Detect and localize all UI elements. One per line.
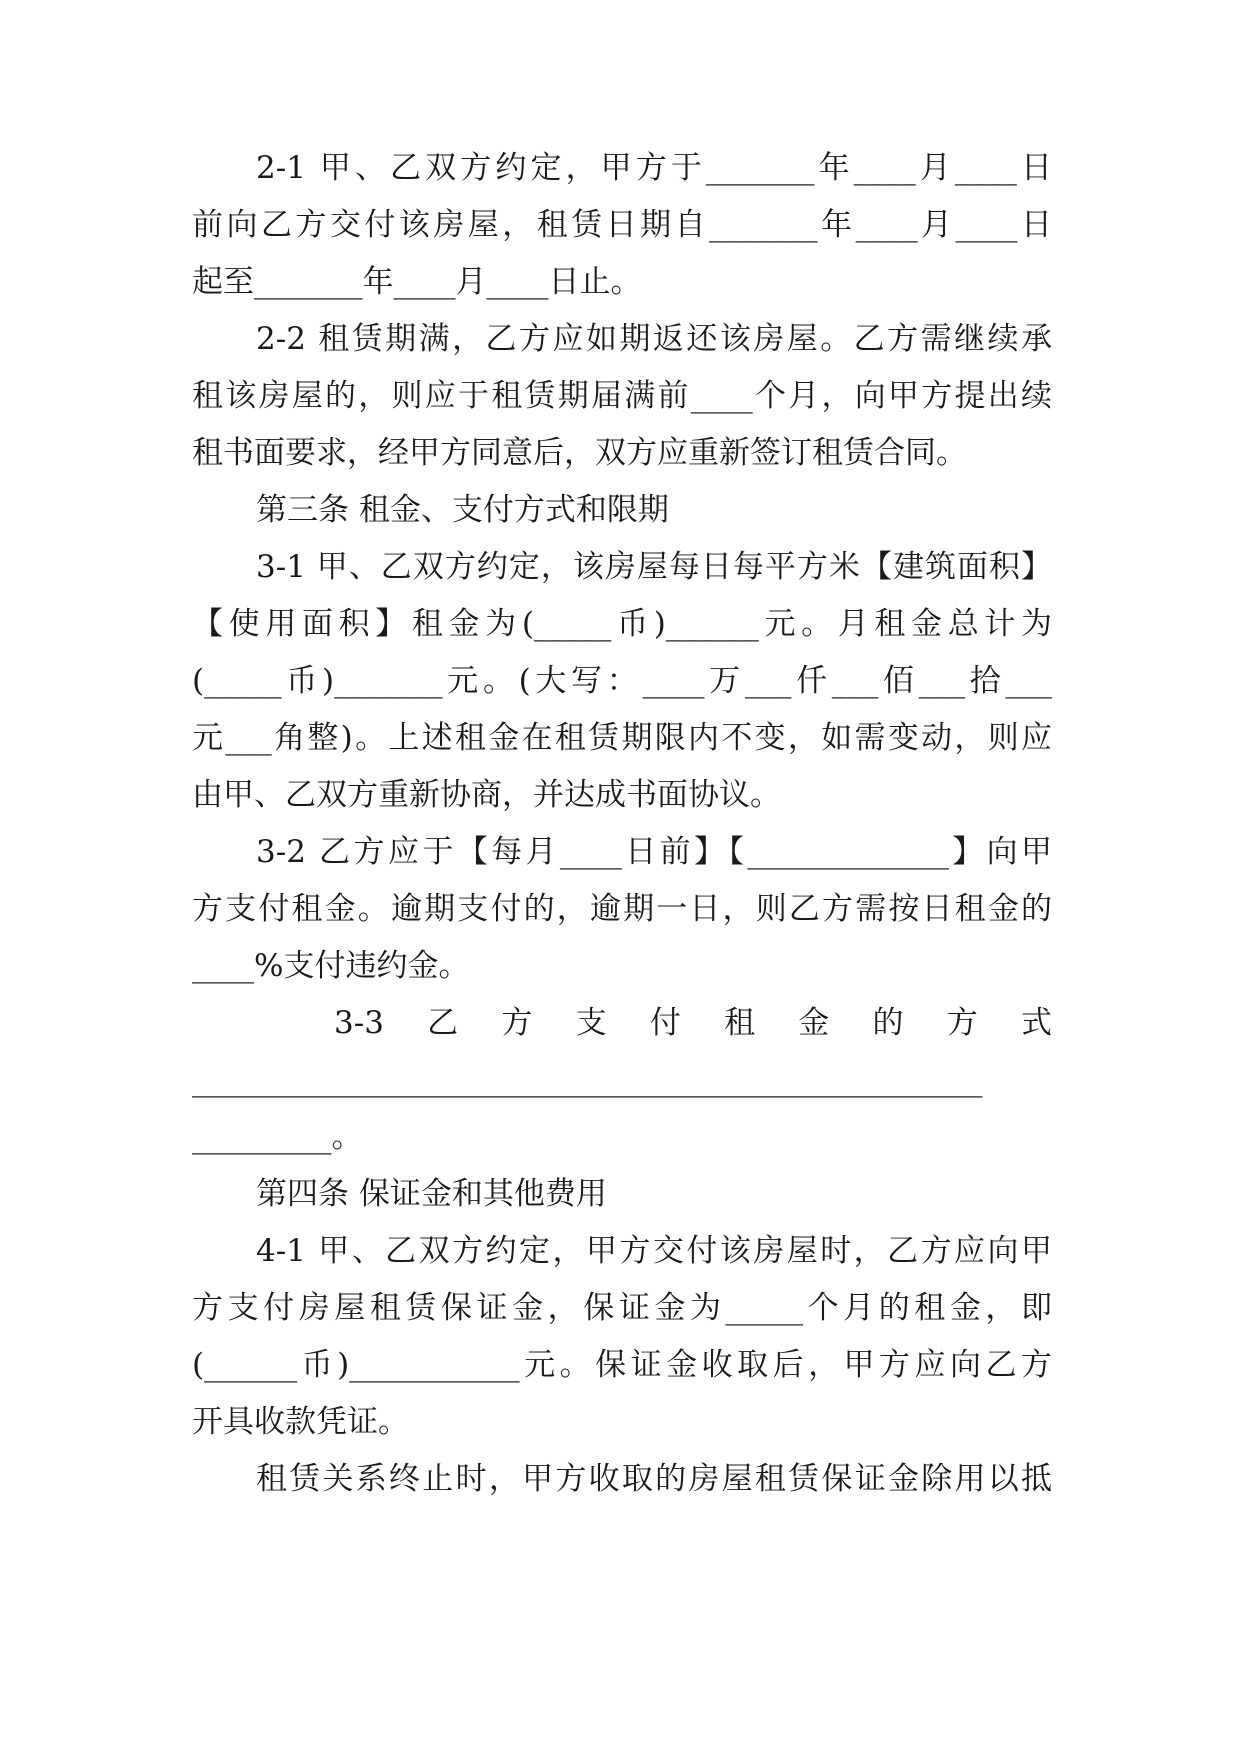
clause-2-2-line-2: 租该房屋的，则应于租赁期届满前____个月，向甲方提出续: [192, 378, 1052, 414]
clause-3-3-line-2: ___________________________________________________: [192, 1062, 983, 1098]
clause-2-2-line-3: 租书面要求，经甲方同意后，双方应重新签订租赁合同。: [192, 435, 967, 471]
clause-2-1-line-1: 2-1 甲、乙双方约定，甲方于_______年____月____日: [256, 150, 1052, 186]
clause-3-3-line-3: _________。: [192, 1119, 363, 1155]
clause-3-1-line-4: 元___角整)。上述租金在租赁期限内不变，如需变动，则应: [192, 720, 1052, 756]
clause-2-1-line-2: 前向乙方交付该房屋，租赁日期自_______年____月____日: [192, 207, 1052, 243]
clause-3-2-line-3: ____%支付违约金。: [192, 948, 470, 984]
clause-3-2-line-1: 3-2 乙方应于【每月____日前】【_____________】向甲: [256, 834, 1052, 870]
clause-3-1-line-3: (_____币)_______元。(大写：____万___仟___佰___拾___: [192, 663, 1052, 699]
clause-3-2-line-2: 方支付租金。逾期支付的，逾期一日，则乙方需按日租金的: [192, 891, 1052, 927]
article-4-heading: 第四条 保证金和其他费用: [256, 1176, 607, 1212]
clause-4-1-line-3: (______币)___________元。保证金收取后，甲方应向乙方: [192, 1347, 1052, 1383]
clause-4-1-line-2: 方支付房屋租赁保证金，保证金为_____个月的租金，即: [192, 1290, 1052, 1326]
deposit-termination-line-1: 租赁关系终止时，甲方收取的房屋租赁保证金除用以抵: [256, 1461, 1052, 1497]
article-3-heading: 第三条 租金、支付方式和限期: [256, 492, 669, 528]
clause-3-1-line-2: 【使用面积】租金为(_____币)______元。月租金总计为: [192, 606, 1052, 642]
clause-2-1-line-3: 起至_______年____月____日止。: [192, 264, 642, 300]
clause-3-3-line-1: 3-3 乙 方 支 付 租 金 的 方 式: [334, 1005, 1052, 1041]
clause-4-1-line-1: 4-1 甲、乙双方约定，甲方交付该房屋时，乙方应向甲: [256, 1233, 1052, 1269]
clause-3-1-line-1: 3-1 甲、乙双方约定，该房屋每日每平方米【建筑面积】: [256, 549, 1052, 585]
clause-2-2-line-1: 2-2 租赁期满，乙方应如期返还该房屋。乙方需继续承: [256, 321, 1052, 357]
clause-4-1-line-4: 开具收款凭证。: [192, 1404, 409, 1440]
clause-3-1-line-5: 由甲、乙双方重新协商，并达成书面协议。: [192, 777, 781, 813]
